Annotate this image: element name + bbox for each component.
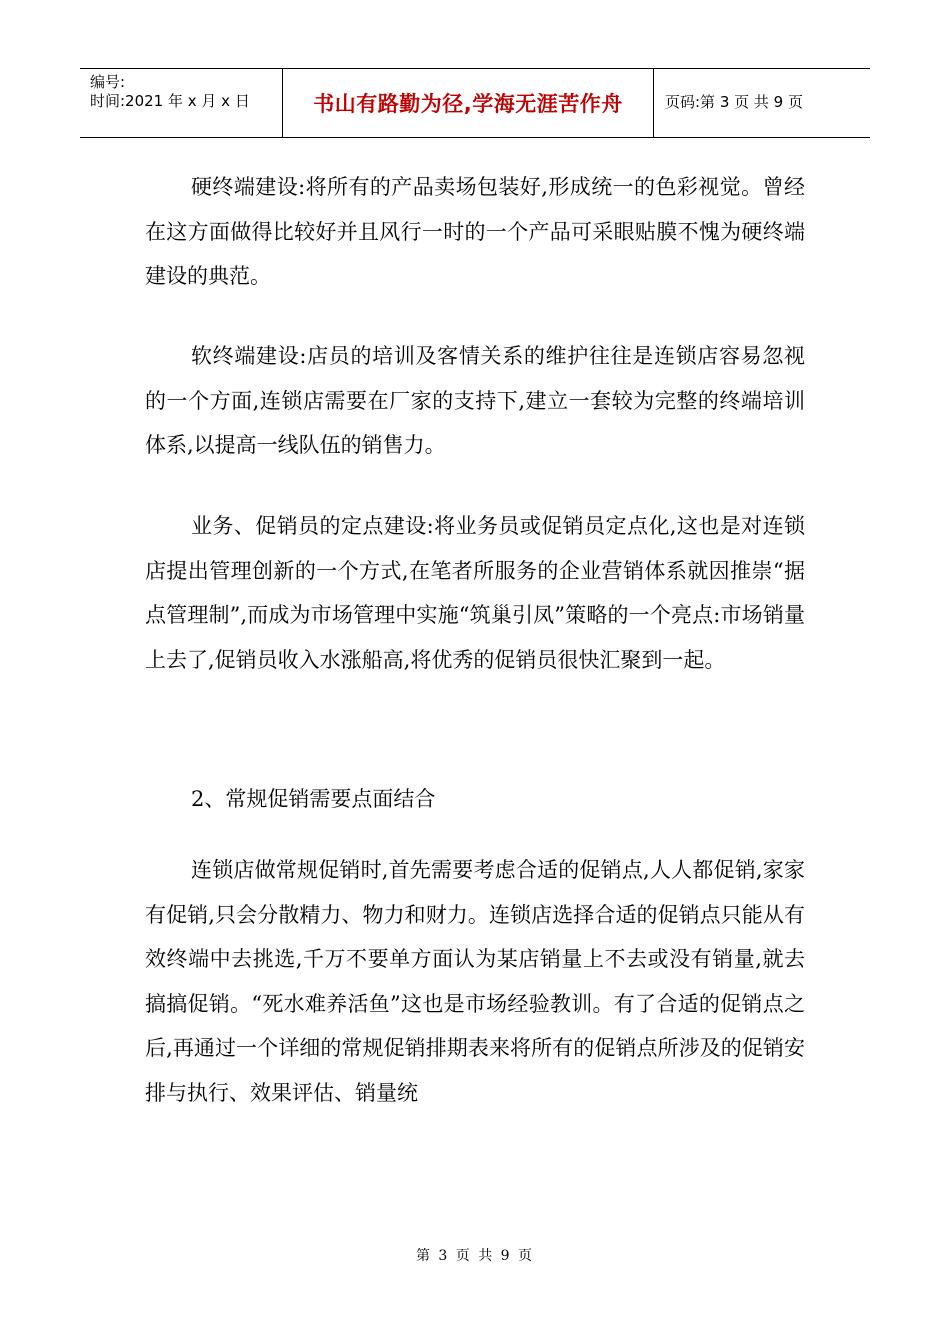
page-footer: 第 3 页 共 9 页 bbox=[415, 1248, 535, 1264]
section-heading: 2、常规促销需要点面结合 bbox=[191, 787, 436, 811]
paragraph-fixed-point: 业务、促销员的定点建设:将业务员或促销员定点化,这也是对连锁店提出管理创新的一个方式,在笔者所服务的企业营销体系就因推崇“据点管理制”,而成为市场管理中实施“筑巢引凤”策略的一个亮点:市场销量上去了,促销员收入水涨船高,将优秀的促销员很快汇聚到一起。 bbox=[145, 514, 805, 672]
page-header bbox=[80, 68, 870, 138]
paragraph-regular-promotion: 连锁店做常规促销时,首先需要考虑合适的促销点,人人都促销,家家有促销,只会分散精力、物力和财力。连锁店选择合适的促销点只能从有效终端中去挑选,千万不要单方面认为某店销量上不去或没有销量,就去搞搞促销。“死水难养活鱼”这也是市场经验教训。有了合适的促销点之后,再通过一个详细的常规促销排期表来将所有的促销点所涉及的促销安排与执行、效果评估、销量统 bbox=[145, 858, 805, 1105]
paragraph-hard-terminal: 硬终端建设:将所有的产品卖场包装好,形成统一的色彩视觉。曾经在这方面做得比较好并且风行一时的一个产品可采眼贴膜不愧为硬终端建设的典范。 bbox=[145, 175, 805, 288]
header-motto: 书山有路勤为径,学海无涯苦作舟 bbox=[313, 92, 623, 116]
paragraph-soft-terminal: 软终端建设:店员的培训及客情关系的维护往往是连锁店容易忽视的一个方面,连锁店需要在厂家的支持下,建立一套较为完整的终端培训体系,以提高一线队伍的销售力。 bbox=[145, 344, 805, 457]
header-divider bbox=[653, 69, 654, 137]
document-number-label: 编号: bbox=[90, 73, 126, 91]
document-date-label: 时间:2021 年 x 月 x 日 bbox=[90, 92, 250, 110]
header-page-indicator: 页码:第 3 页 共 9 页 bbox=[665, 93, 803, 111]
